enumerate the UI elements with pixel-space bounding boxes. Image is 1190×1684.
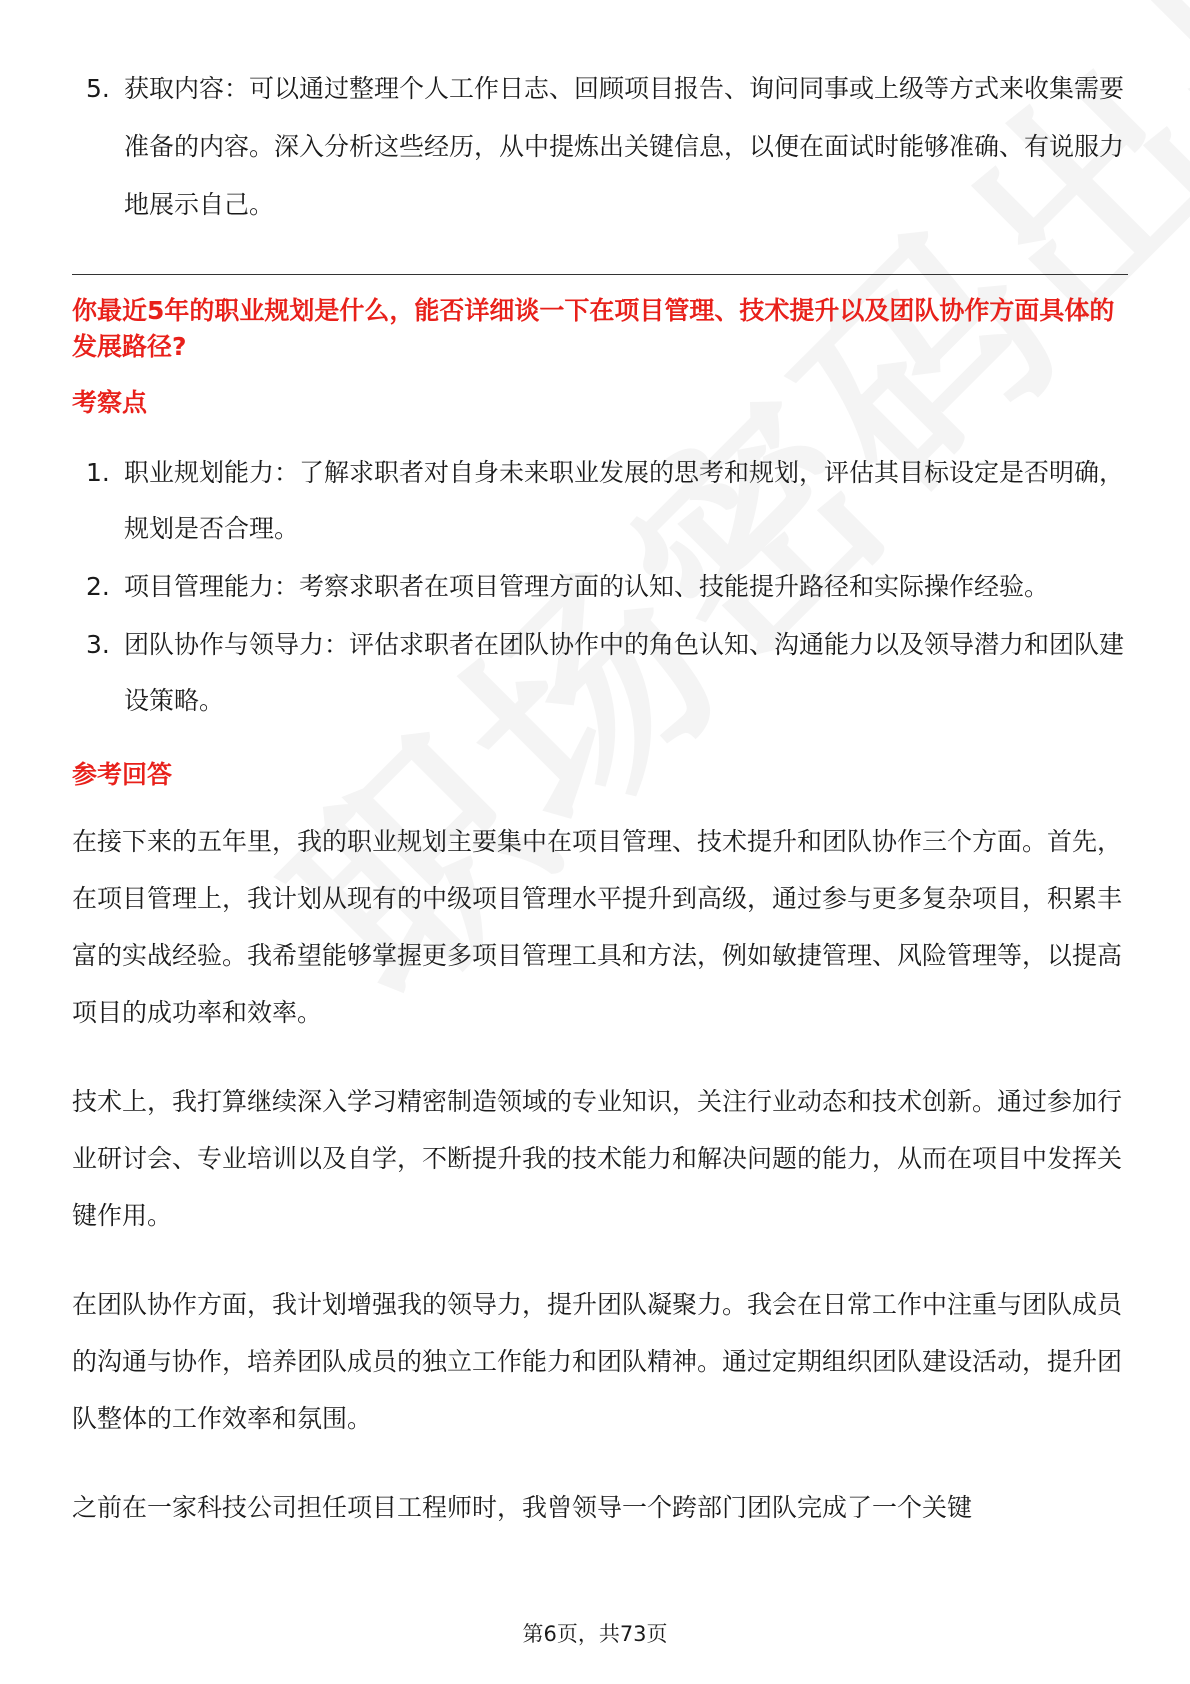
list-number: 1. [86, 458, 110, 487]
list-number: 2. [86, 572, 110, 601]
previous-answer-list [72, 60, 1128, 234]
examine-list [72, 445, 1128, 729]
list-text: 项目管理能力：考察求职者在项目管理方面的认知、技能提升路径和实际操作经验。 [124, 572, 1050, 601]
answer-paragraph: 技术上，我打算继续深入学习精密制造领域的专业知识，关注行业动态和技术创新。通过参加行业研讨会、专业培训以及自学，不断提升我的技术能力和解决问题的能力，从而在项目中发挥关键作用。 [72, 1087, 1123, 1230]
answer-paragraph: 在团队协作方面，我计划增强我的领导力，提升团队凝聚力。我会在日常工作中注重与团队成员的沟通与协作，培养团队成员的独立工作能力和团队精神。通过定期组织团队建设活动，提升团队整体的工作效率和氛围。 [72, 1290, 1123, 1433]
list-text: 职业规划能力：了解求职者对自身未来职业发展的思考和规划，评估其目标设定是否明确，规划是否合理。 [124, 458, 1125, 543]
answer-paragraph: 之前在一家科技公司担任项目工程师时，我曾领导一个跨部门团队完成了一个关键 [72, 1493, 973, 1522]
list-item [72, 60, 1128, 234]
list-number: 3. [86, 630, 110, 659]
page-number: 第6页，共73页 [522, 1622, 668, 1646]
examine-heading: 考察点 [72, 388, 148, 417]
list-item [72, 445, 1128, 557]
section-divider [72, 274, 1128, 275]
list-number: 5. [86, 74, 110, 103]
page-content [72, 60, 1128, 1568]
list-text: 获取内容：可以通过整理个人工作日志、回顾项目报告、询问同事或上级等方式来收集需要准备的内容。深入分析这些经历，从中提炼出关键信息，以便在面试时能够准确、有说服力地展示自己。 [124, 74, 1125, 219]
answer-paragraph: 在接下来的五年里，我的职业规划主要集中在项目管理、技术提升和团队协作三个方面。首先，在项目管理上，我计划从现有的中级项目管理水平提升到高级，通过参与更多复杂项目，积累丰富的实战经验。我希望能够掌握更多项目管理工具和方法，例如敏捷管理、风险管理等，以提高项目的成功率和效率。 [72, 827, 1123, 1027]
list-item [72, 617, 1128, 729]
answer-heading: 参考回答 [72, 760, 173, 789]
list-text: 团队协作与领导力：评估求职者在团队协作中的角色认知、沟通能力以及领导潜力和团队建设策略。 [124, 630, 1125, 715]
list-item [72, 559, 1128, 615]
question-title: 你最近5年的职业规划是什么，能否详细谈一下在项目管理、技术提升以及团队协作方面具体的发展路径? [72, 296, 1115, 361]
